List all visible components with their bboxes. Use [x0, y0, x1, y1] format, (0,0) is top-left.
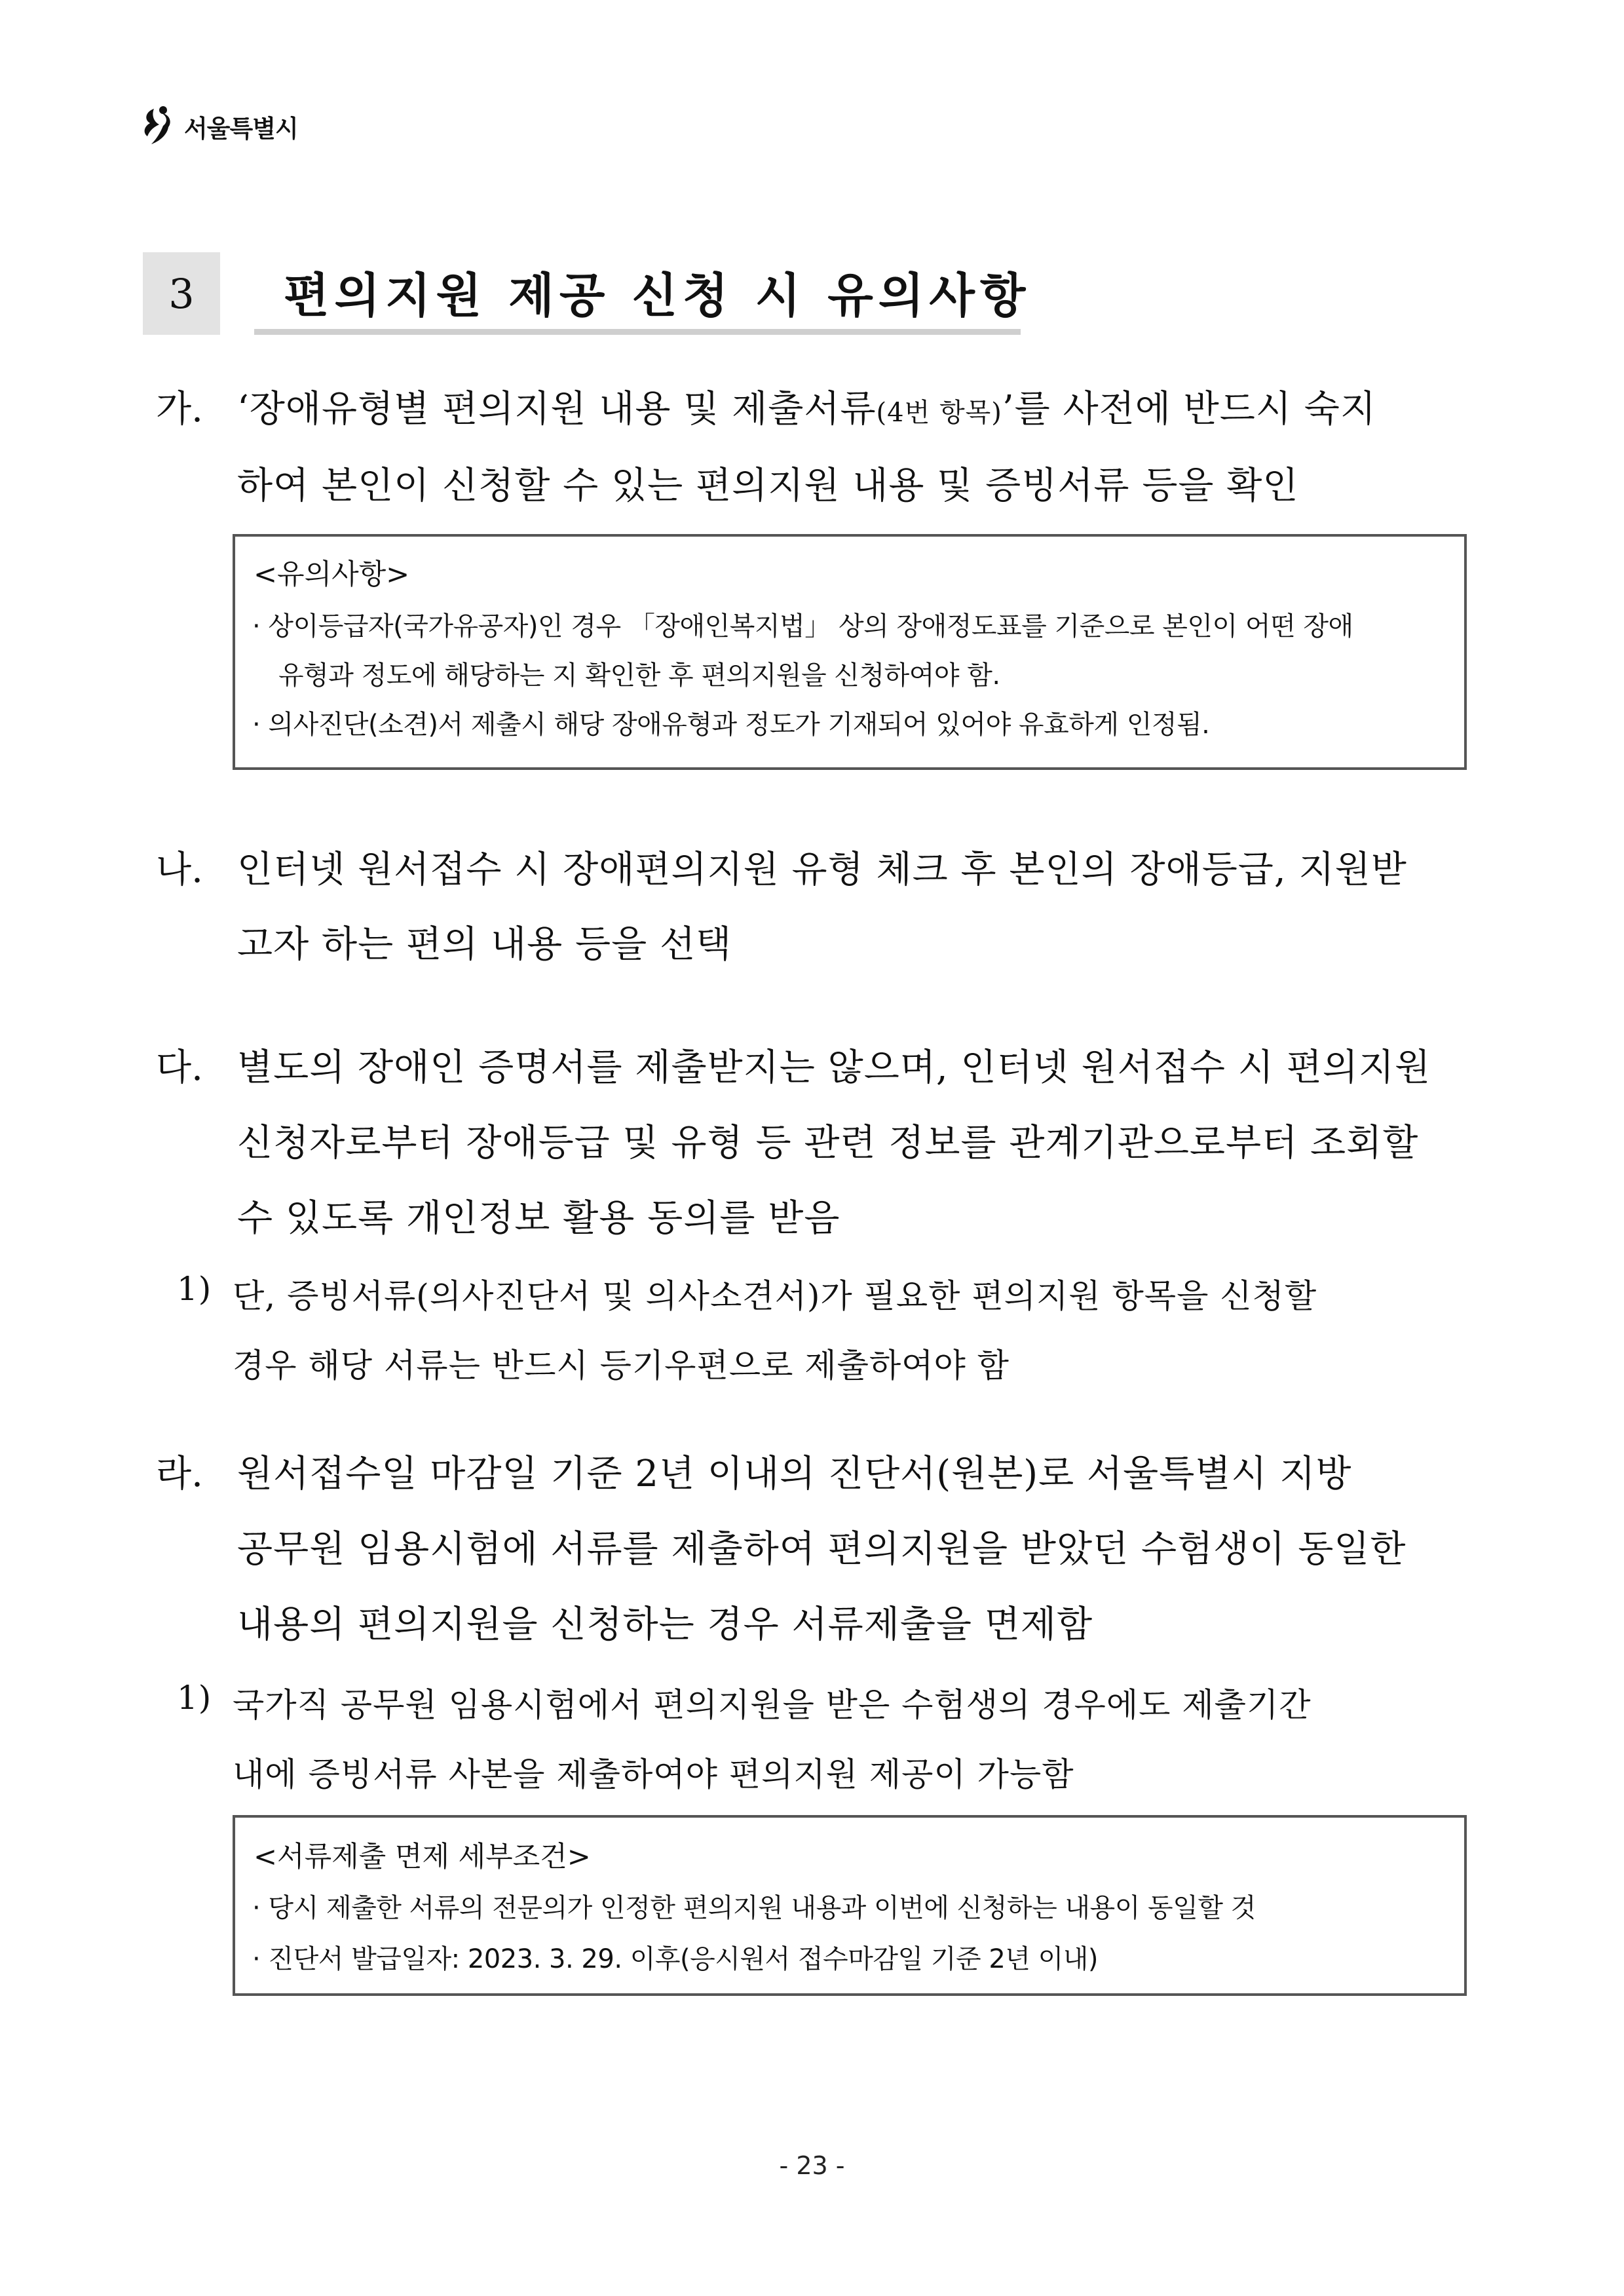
item-da-line3: 수 있도록 개인정보 활용 동의를 받음	[237, 1197, 840, 1240]
item-ra-line3: 내용의 편의지원을 신청하는 경우 서류제출을 면제함	[237, 1603, 1093, 1646]
item-da-line2: 신청자로부터 장애등급 및 유형 등 관련 정보를 관계기관으로부터 조회할	[237, 1122, 1419, 1164]
item-da-sub1-line1: 단, 증빙서류(의사진단서 및 의사소견서)가 필요한 편의지원 항목을 신청할	[233, 1277, 1317, 1315]
item-ra-line1: 원서접수일 마감일 기준 2년 이내의 진단서(원본)로 서울특별시 지방	[237, 1453, 1352, 1495]
exemption-box-line: · 당시 제출한 서류의 전문의가 인정한 편의지원 내용과 이번에 신청하는 내용이 동일할 것	[252, 1893, 1256, 1923]
item-ga-line1-b: ’를 사전에 반드시 숙지	[1002, 388, 1376, 430]
item-ga-line2: 하여 본인이 신청할 수 있는 편의지원 내용 및 증빙서류 등을 확인	[237, 465, 1299, 507]
item-da-line1: 별도의 장애인 증명서를 제출받지는 않으며, 인터넷 원서접수 시 편의지원	[237, 1046, 1431, 1089]
notice-box-line: 유형과 정도에 해당하는 지 확인한 후 편의지원을 신청하여야 함.	[278, 660, 1000, 691]
notice-box	[233, 534, 1467, 770]
item-ga-marker: 가.	[156, 388, 203, 430]
exemption-box-title: <서류제출 면제 세부조건>	[254, 1841, 591, 1873]
item-ga-line1-a: ‘장애유형별 편의지원 내용 및 제출서류	[237, 388, 877, 430]
item-ra-marker: 라.	[156, 1453, 203, 1495]
exemption-box	[233, 1815, 1467, 1996]
section-number: 3	[168, 269, 195, 318]
item-na-marker: 나.	[156, 849, 203, 891]
item-ra-sub1-line2: 내에 증빙서류 사본을 제출하여야 편의지원 제공이 가능함	[233, 1755, 1074, 1793]
item-ra-line2: 공무원 임용시험에 서류를 제출하여 편의지원을 받았던 수험생이 동일한	[237, 1528, 1407, 1571]
section-title-wrap	[254, 252, 1031, 335]
seoul-logo-icon	[134, 104, 180, 149]
item-ga-line1-small: (4번 항목)	[876, 398, 1002, 428]
item-da-marker: 다.	[156, 1046, 203, 1089]
notice-box-line: · 상이등급자(국가유공자)인 경우 「장애인복지법」 상의 장애정도표를 기준으로 본인이 어떤 장애	[252, 611, 1353, 641]
org-name: 서울특별시	[184, 115, 298, 143]
item-ra-sub1-marker: 1)	[177, 1679, 212, 1717]
item-da-sub1-line2: 경우 해당 서류는 반드시 등기우편으로 제출하여야 함	[233, 1347, 1010, 1385]
item-na-line2: 고자 하는 편의 내용 등을 선택	[237, 923, 732, 966]
notice-box-line: · 의사진단(소견)서 제출시 해당 장애유형과 정도가 기재되어 있어야 유효하게 인정됨.	[252, 710, 1210, 740]
notice-box-title: <유의사항>	[254, 558, 410, 591]
header-logo	[134, 104, 298, 149]
section-number-box	[143, 252, 220, 335]
item-ga-line1	[237, 380, 1376, 432]
section-title-underline	[254, 329, 1021, 335]
section-title: 편의지원 제공 신청 시 유의사항	[284, 268, 1031, 323]
exemption-box-line: · 진단서 발급일자: 2023. 3. 29. 이후(응시원서 접수마감일 기준 2년 이내)	[252, 1944, 1099, 1974]
item-na-line1: 인터넷 원서접수 시 장애편의지원 유형 체크 후 본인의 장애등급, 지원받	[237, 849, 1407, 891]
item-ra-sub1-line1: 국가직 공무원 임용시험에서 편의지원을 받은 수험생의 경우에도 제출기간	[233, 1686, 1312, 1724]
page-number: - 23 -	[779, 2151, 845, 2180]
item-da-sub1-marker: 1)	[177, 1270, 212, 1308]
